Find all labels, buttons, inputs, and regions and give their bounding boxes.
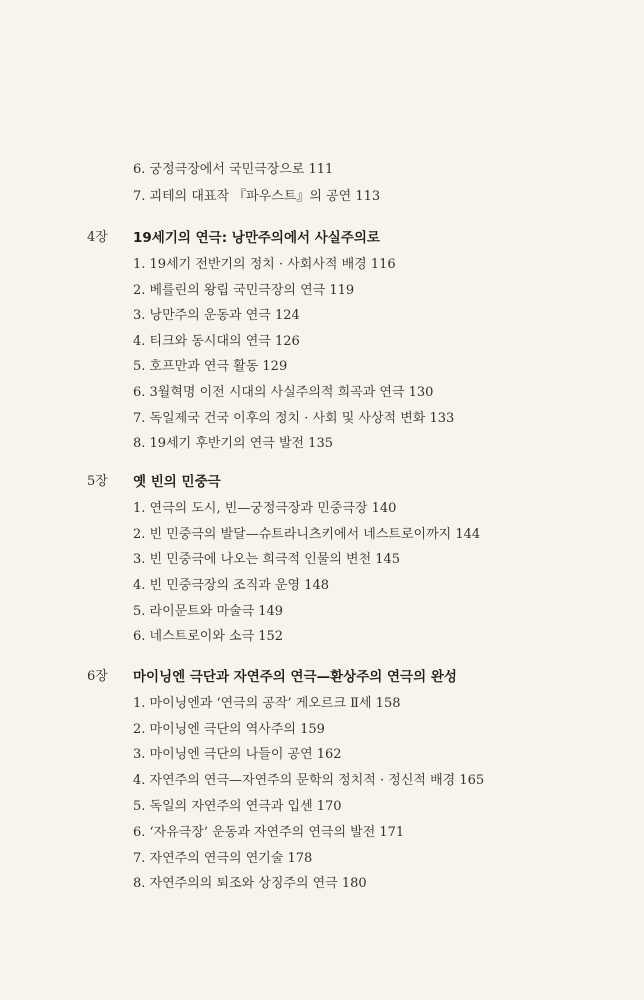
- toc-entry: 4. 빈 민중극장의 조직과 운영 148: [133, 578, 330, 593]
- toc-entry: 5. 라이문트와 마술극 149: [133, 604, 284, 619]
- toc-entry: 8. 19세기 후반기의 연극 발전 135: [133, 436, 334, 451]
- toc-entry: 5. 독일의 자연주의 연극과 입센 170: [133, 799, 342, 814]
- toc-entry: 6. 네스트로이와 소극 152: [133, 629, 284, 644]
- toc-entry: 2. 빈 민중극의 발달—슈트라니츠키에서 네스트로이까지 144: [133, 527, 481, 542]
- toc-entry: 2. 베를린의 왕립 국민극장의 연극 119: [133, 283, 355, 298]
- toc-entry: 6. ‘자유극장’ 운동과 자연주의 연극의 발전 171: [133, 825, 405, 840]
- toc-entry: 5. 호프만과 연극 활동 129: [133, 359, 288, 374]
- toc-entry: 3. 마이닝엔 극단의 나들이 공연 162: [133, 747, 342, 762]
- toc-entry: 7. 독일제국 건국 이후의 정치 · 사회 및 사상적 변화 133: [133, 411, 455, 426]
- toc-entry: 6. 3월혁명 이전 시대의 사실주의적 희곡과 연극 130: [133, 385, 434, 400]
- toc-entry: 7. 괴테의 대표작 『파우스트』의 공연 113: [133, 189, 381, 204]
- chapter-title: 옛 빈의 민중극: [133, 474, 221, 490]
- toc-entry: 2. 마이닝엔 극단의 역사주의 159: [133, 722, 325, 737]
- toc-entry: 4. 티크와 동시대의 연극 126: [133, 334, 300, 349]
- toc-entry: 1. 연극의 도시, 빈—궁정극장과 민중극장 140: [133, 501, 397, 516]
- toc-entry: 3. 낭만주의 운동과 연극 124: [133, 308, 300, 323]
- toc-entry: 7. 자연주의 연극의 연기술 178: [133, 851, 313, 866]
- chapter-number: 5장: [87, 474, 108, 489]
- toc-entry: 6. 궁정극장에서 국민극장으로 111: [133, 162, 334, 177]
- toc-entry: 3. 빈 민중극에 나오는 희극적 인물의 변천 145: [133, 552, 401, 567]
- chapter-title: 19세기의 연극: 낭만주의에서 사실주의로: [133, 230, 380, 246]
- toc-entry: 1. 마이닝엔과 ‘연극의 공작’ 게오르크 Ⅱ세 158: [133, 696, 401, 711]
- toc-entry: 4. 자연주의 연극—자연주의 문학의 정치적 · 정신적 배경 165: [133, 773, 485, 788]
- chapter-title: 마이닝엔 극단과 자연주의 연극—환상주의 연극의 완성: [133, 669, 457, 685]
- toc-entry: 1. 19세기 전반기의 정치 · 사회사적 배경 116: [133, 257, 396, 272]
- chapter-number: 6장: [87, 669, 108, 684]
- toc-entry: 8. 자연주의의 퇴조와 상징주의 연극 180: [133, 876, 367, 891]
- chapter-number: 4장: [87, 230, 108, 245]
